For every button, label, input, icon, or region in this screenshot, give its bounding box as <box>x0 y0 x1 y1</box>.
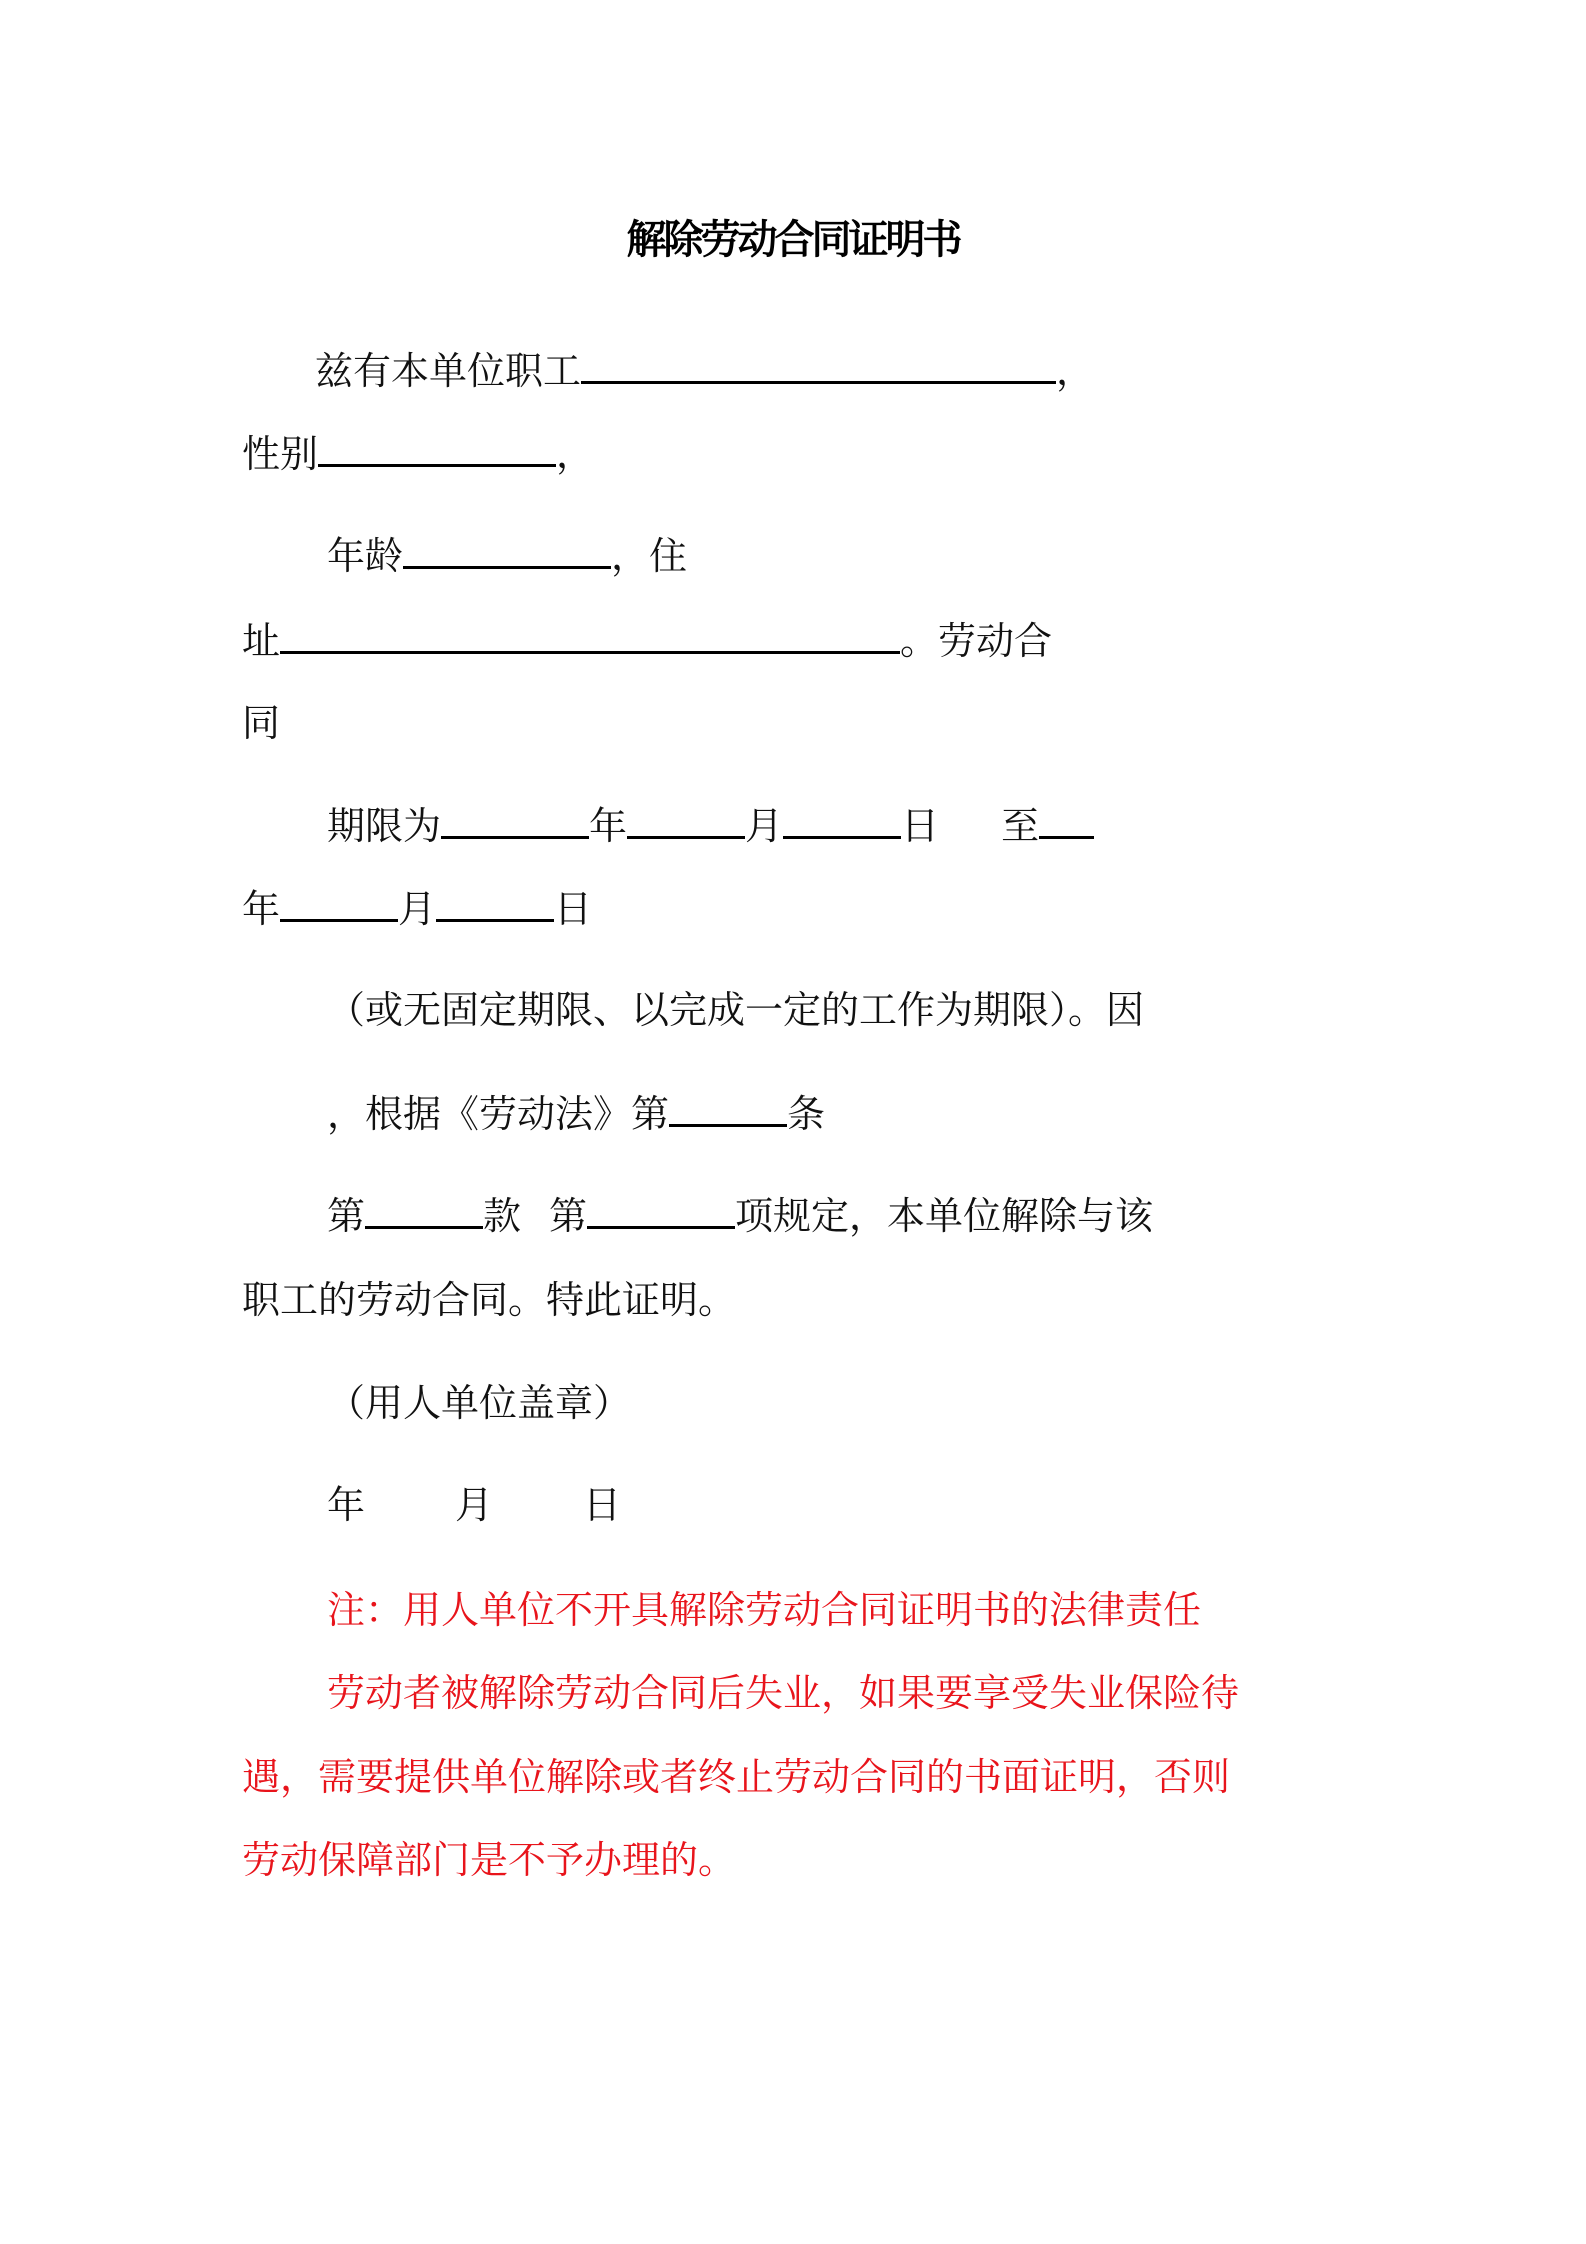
label-year: 年 <box>242 887 281 931</box>
text: 第 <box>549 1194 588 1238</box>
punct: ， <box>556 432 595 476</box>
employee-name-line <box>315 345 1094 395</box>
label-month: 月 <box>745 804 784 848</box>
label-term: 期限为 <box>327 804 442 848</box>
punct: ， <box>1056 349 1095 393</box>
note-heading: 注：用人单位不开具解除劳动合同证明书的法律责任 <box>327 1588 1202 1632</box>
end-day-field[interactable] <box>436 883 554 922</box>
label-year: 年 <box>589 804 628 848</box>
clause-field[interactable] <box>365 1190 483 1229</box>
label-address-start: ，住 <box>611 534 688 578</box>
label-age: 年龄 <box>327 534 404 578</box>
document-title: 解除劳动合同证明书 <box>626 217 960 263</box>
end-month-field[interactable] <box>280 883 398 922</box>
text: 项规定，本单位解除与该 <box>735 1194 1154 1238</box>
label-article: 条 <box>787 1092 826 1136</box>
clause-line <box>327 1190 1153 1240</box>
term-end-line <box>242 883 592 933</box>
label-month: 月 <box>398 887 437 931</box>
label-month: 月 <box>455 1483 494 1527</box>
address-line <box>242 615 1052 665</box>
sign-date-line <box>327 1480 621 1530</box>
start-year-field[interactable] <box>441 800 589 839</box>
text: ，根据《劳动法》第 <box>327 1092 670 1136</box>
item-field[interactable] <box>587 1190 735 1229</box>
age-line <box>327 530 687 580</box>
label-to: 至 <box>1001 804 1040 848</box>
label-employee: 兹有本单位职工 <box>315 349 582 393</box>
label-year: 年 <box>327 1483 366 1527</box>
text-line: 职工的劳动合同。特此证明。 <box>242 1278 737 1322</box>
start-day-field[interactable] <box>783 800 901 839</box>
text: 第 <box>327 1194 366 1238</box>
age-field[interactable] <box>403 530 611 569</box>
article-field[interactable] <box>669 1088 787 1127</box>
text-line: （或无固定期限、以完成一定的工作为期限）。因 <box>327 988 1145 1032</box>
seal-label: （用人单位盖章） <box>327 1381 632 1425</box>
term-start-line <box>327 800 1094 850</box>
label-gender: 性别 <box>242 432 319 476</box>
employee-name-field[interactable] <box>581 345 1056 384</box>
label-clause: 款 <box>483 1194 522 1238</box>
label-day: 日 <box>554 887 593 931</box>
start-month-field[interactable] <box>627 800 745 839</box>
end-year-field[interactable] <box>1039 800 1094 839</box>
note-text: 劳动者被解除劳动合同后失业，如果要享受失业保险待 <box>327 1671 1240 1715</box>
label-day: 日 <box>901 804 940 848</box>
gender-line <box>242 428 594 478</box>
label-address-end: 址 <box>242 619 281 663</box>
note-text: 遇，需要提供单位解除或者终止劳动合同的书面证明，否则 <box>242 1755 1231 1799</box>
text: 。劳动合 <box>900 619 1053 663</box>
address-field[interactable] <box>280 615 900 654</box>
article-line <box>327 1088 825 1138</box>
label-day: 日 <box>583 1483 622 1527</box>
note-text: 劳动保障部门是不予办理的。 <box>242 1838 737 1882</box>
gender-field[interactable] <box>318 428 556 467</box>
text-line: 同 <box>242 701 281 745</box>
